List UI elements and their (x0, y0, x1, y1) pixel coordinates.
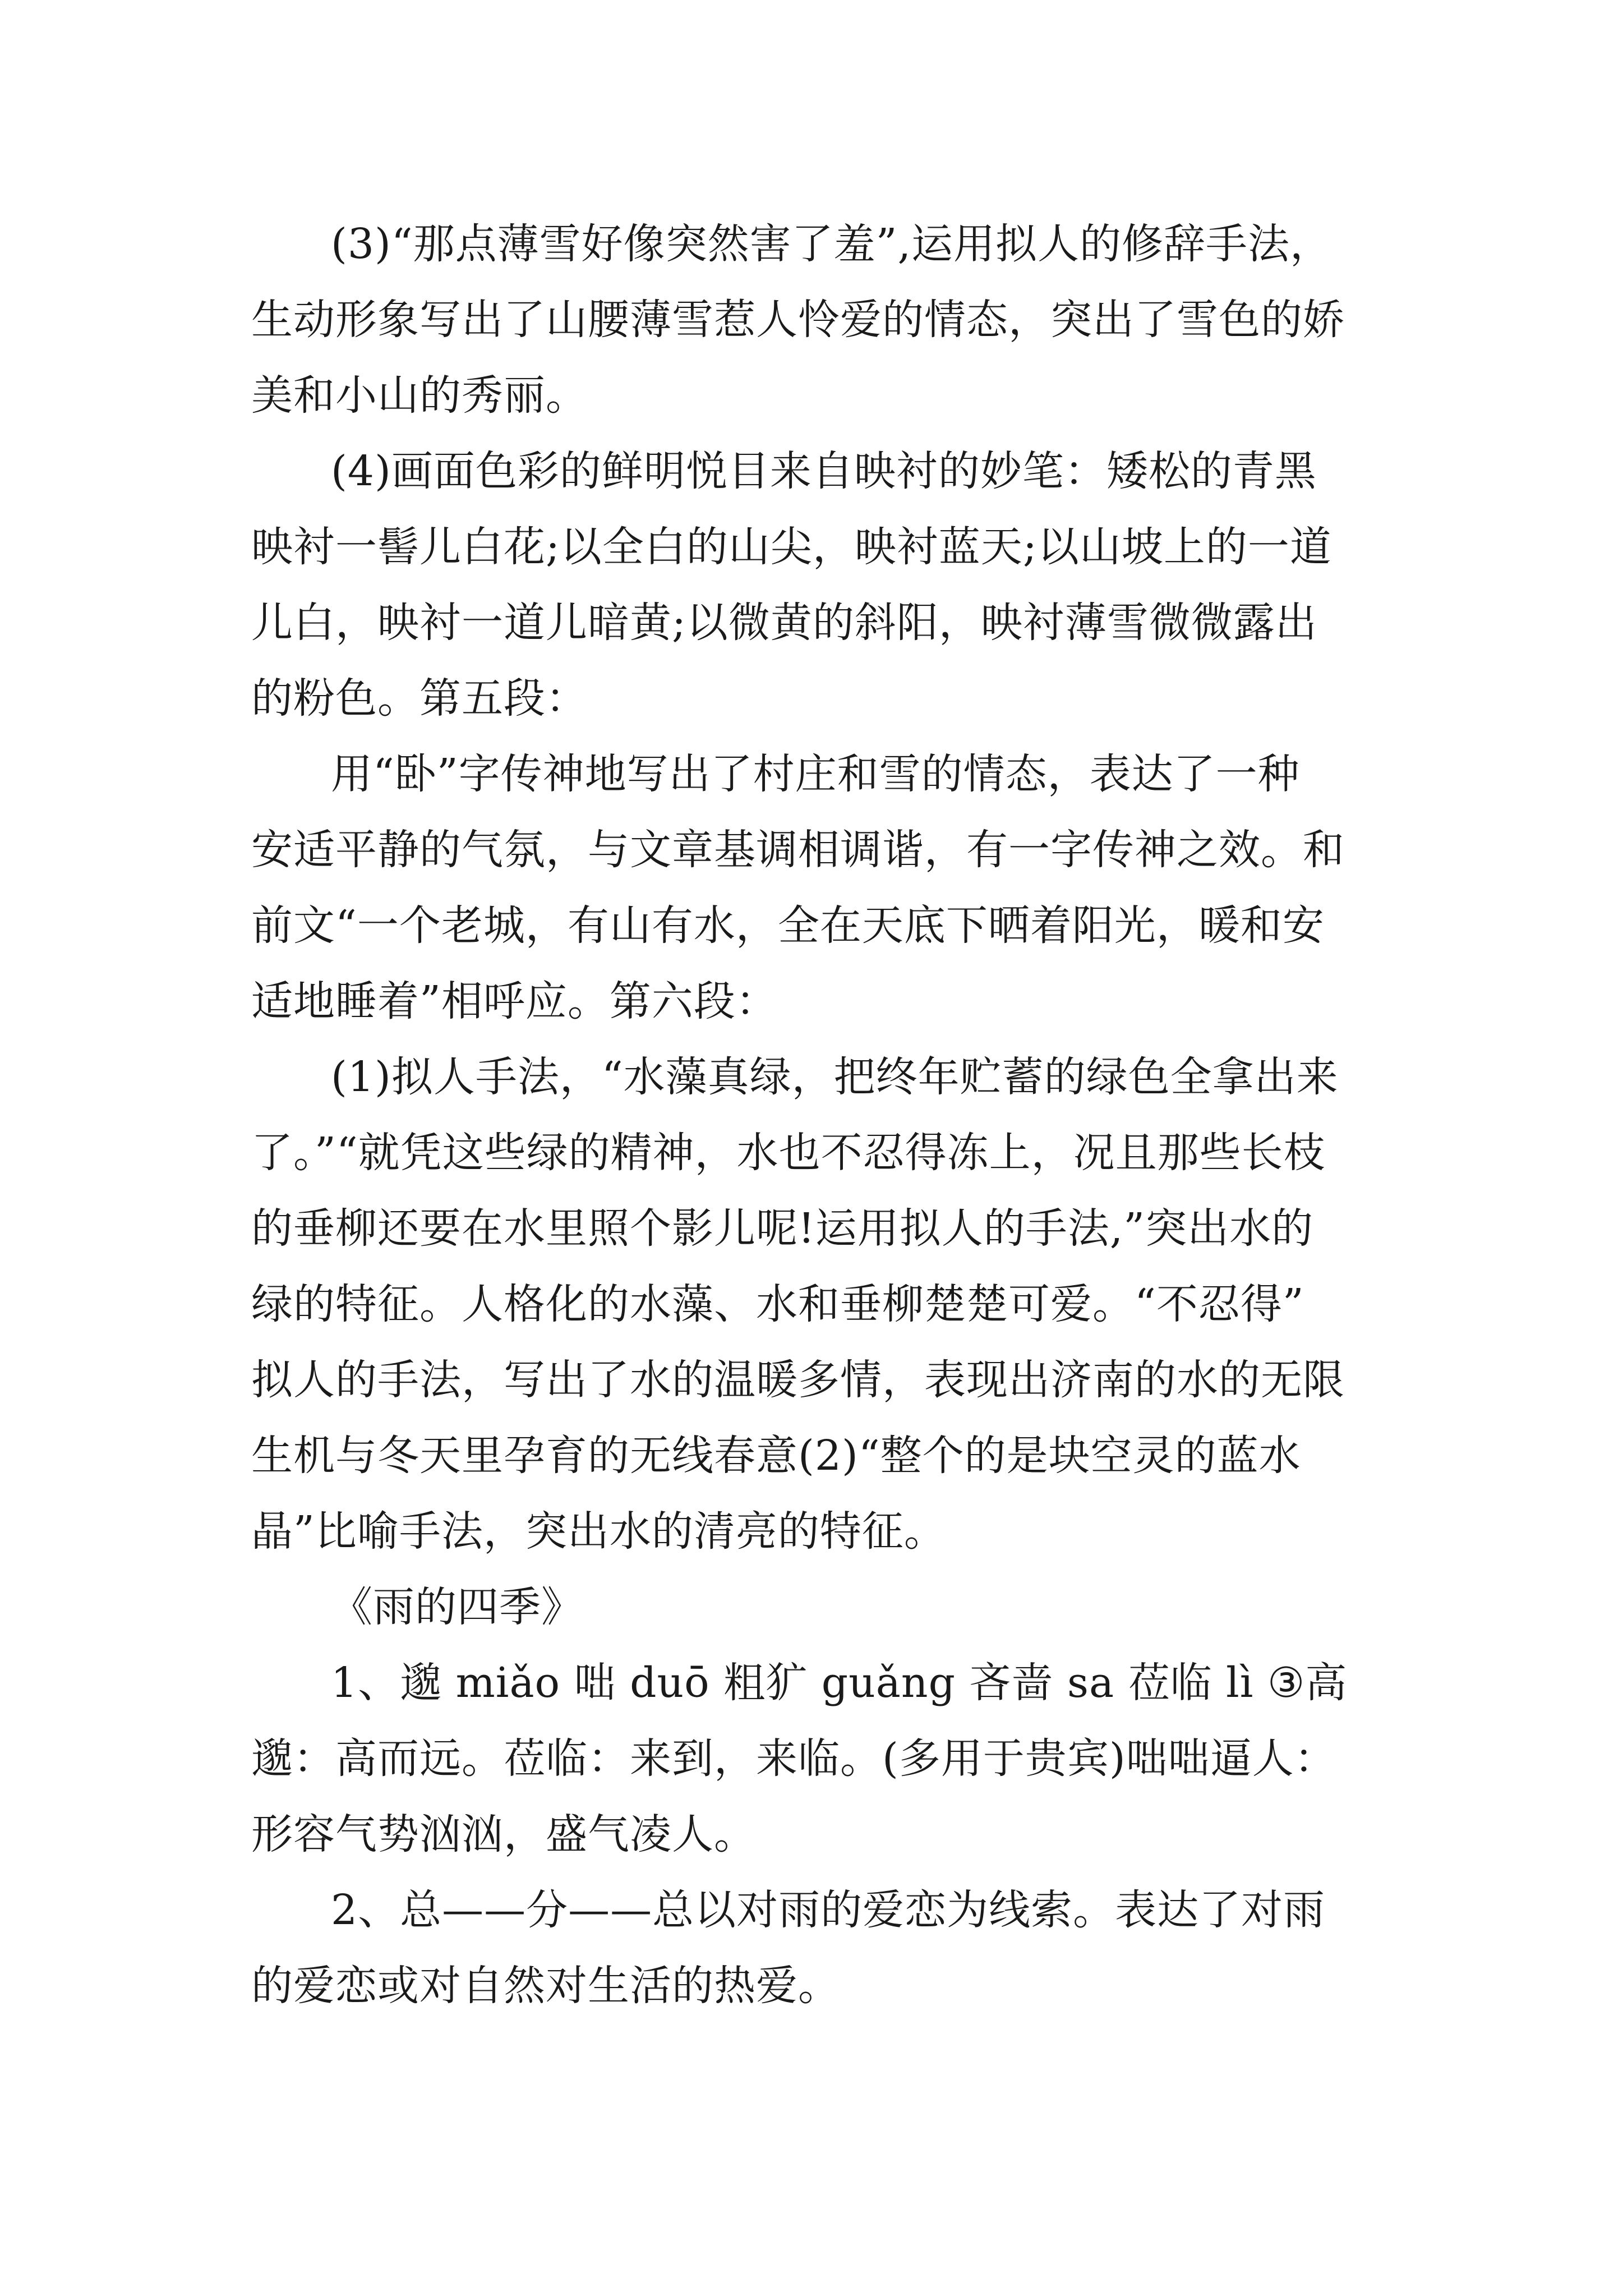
text-line: (3)“那点薄雪好像突然害了羞”,运用拟人的修辞手法， (331, 220, 1332, 268)
text-line: 适地睡着”相呼应。第六段： (251, 977, 778, 1025)
text-line: 生动形象写出了山腰薄雪惹人怜爱的情态，突出了雪色的娇 (251, 296, 1345, 344)
text-line: 2、总——分——总以对雨的爱恋为线索。表达了对雨 (331, 1886, 1326, 1934)
text-line: 的爱恋或对自然对生活的热爱。 (251, 1962, 840, 2010)
text-line: 1、邈 miǎo 咄 duō 粗犷 guǎng 吝啬 sa 莅临 lì ③高 (331, 1659, 1348, 1707)
text-line: 的粉色。第五段： (251, 674, 588, 723)
text-line: 的垂柳还要在水里照个影儿呢!运用拟人的手法,”突出水的 (251, 1204, 1314, 1253)
section-title: 《雨的四季》 (331, 1583, 583, 1631)
text-line: 用“卧”字传神地写出了村庄和雪的情态，表达了一种 (331, 750, 1300, 798)
text-line: 形容气势汹汹，盛气凌人。 (251, 1810, 756, 1858)
text-line: 儿白，映衬一道儿暗黄;以微黄的斜阳，映衬薄雪微微露出 (251, 599, 1317, 647)
text-line: 拟人的手法，写出了水的温暖多情，表现出济南的水的无限 (251, 1356, 1345, 1404)
text-line: 绿的特征。人格化的水藻、水和垂柳楚楚可爱。“不忍得” (251, 1280, 1304, 1328)
text-line: 晶”比喻手法，突出水的清亮的特征。 (251, 1507, 946, 1556)
text-line: 前文“一个老城，有山有水，全在天底下晒着阳光，暖和安 (251, 901, 1325, 950)
text-line: (1)拟人手法，“水藻真绿，把终年贮蓄的绿色全拿出来 (331, 1053, 1339, 1101)
text-line: 安适平静的气氛，与文章基调相调谐，有一字传神之效。和 (251, 826, 1345, 874)
text-line: 了。”“就凭这些绿的精神，水也不忍得冻上，况且那些长枝 (251, 1129, 1326, 1177)
text-line: 美和小山的秀丽。 (251, 371, 588, 420)
text-line: (4)画面色彩的鲜明悦目来自映衬的妙笔：矮松的青黑 (331, 447, 1317, 495)
text-line: 映衬一髻儿白花;以全白的山尖，映衬蓝天;以山坡上的一道 (251, 523, 1332, 571)
text-line: 生机与冬天里孕育的无线春意(2)“整个的是块空灵的蓝水 (251, 1432, 1301, 1480)
text-line: 邈：高而远。莅临：来到，来临。(多用于贵宾)咄咄逼人： (251, 1734, 1336, 1783)
